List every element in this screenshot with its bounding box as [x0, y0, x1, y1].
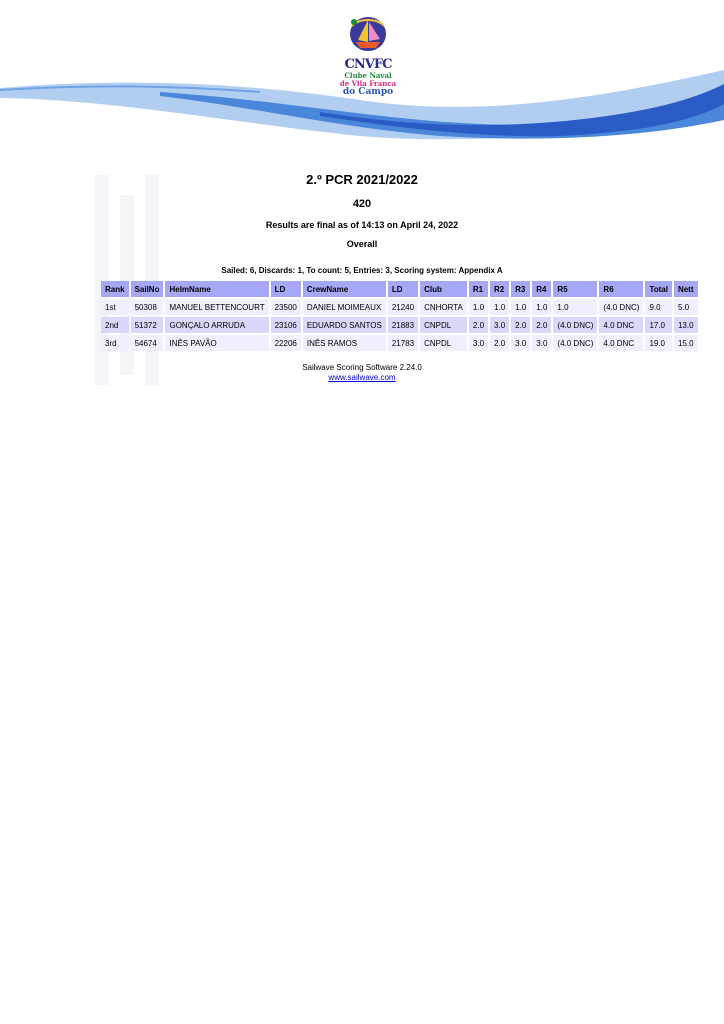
event-title-block [0, 170, 724, 251]
cell-rank: 3rd [101, 335, 129, 351]
col-r2: R2 [490, 281, 509, 297]
col-crew-ld: LD [388, 281, 418, 297]
cell-r6: 4.0 DNC [599, 335, 643, 351]
cell-r3: 2.0 [511, 317, 530, 333]
logo-subtitle [335, 72, 401, 96]
cell-total: 9.0 [645, 299, 672, 315]
cell-helm-ld: 23500 [271, 299, 301, 315]
cell-crew-ld: 21783 [388, 335, 418, 351]
cell-club: CNPDL [420, 317, 467, 333]
cell-r5: (4.0 DNC) [553, 335, 597, 351]
cell-rank: 1st [101, 299, 129, 315]
col-sailno: SailNo [131, 281, 164, 297]
col-nett: Nett [674, 281, 698, 297]
cell-r4: 1.0 [532, 299, 551, 315]
race-summary: Sailed: 6, Discards: 1, To count: 5, Entries: 3, Scoring system: Appendix A [221, 266, 503, 275]
logo-line-1: Clube Naval [344, 71, 392, 80]
class-name: 420 [352, 198, 372, 210]
cell-nett: 15.0 [674, 335, 698, 351]
col-r1: R1 [469, 281, 488, 297]
scoring-value: Appendix A [458, 266, 503, 275]
col-helm-ld: LD [271, 281, 301, 297]
col-rank: Rank [101, 281, 129, 297]
logo-line-2: de Vila Franca [339, 79, 397, 88]
table-row [101, 317, 698, 333]
cell-crew-ld: 21883 [388, 317, 418, 333]
series-name: Overall [346, 239, 378, 249]
cell-r6: 4.0 DNC [599, 317, 643, 333]
cell-r3: 1.0 [511, 299, 530, 315]
table-row [101, 299, 698, 315]
cell-r2: 2.0 [490, 335, 509, 351]
cell-nett: 5.0 [674, 299, 698, 315]
discards-value: 1 [297, 266, 302, 275]
cell-helmname: MANUEL BETTENCOURT [165, 299, 268, 315]
col-r3: R3 [511, 281, 530, 297]
cell-r4: 2.0 [532, 317, 551, 333]
cell-helm-ld: 23106 [271, 317, 301, 333]
cell-helmname: GONÇALO ARRUDA [165, 317, 268, 333]
col-r5: R5 [553, 281, 597, 297]
discards-label: Discards: [258, 266, 296, 275]
tocount-label: To count: [306, 266, 343, 275]
cell-rank: 2nd [101, 317, 129, 333]
cell-crewname: INÊS RAMOS [303, 335, 386, 351]
scoring-label: Scoring system: [394, 266, 457, 275]
cell-r6: (4.0 DNC) [599, 299, 643, 315]
col-crewname: CrewName [303, 281, 386, 297]
cell-r5: (4.0 DNC) [553, 317, 597, 333]
col-total: Total [645, 281, 672, 297]
cell-crewname: DANIEL MOIMEAUX [303, 299, 386, 315]
cell-sailno: 51372 [131, 317, 164, 333]
entries-value: 3 [385, 266, 390, 275]
cell-sailno: 54674 [131, 335, 164, 351]
cell-r1: 3.0 [469, 335, 488, 351]
cell-r3: 3.0 [511, 335, 530, 351]
cell-helm-ld: 22206 [271, 335, 301, 351]
table-row [101, 335, 698, 351]
logo-wordmark: CNVFC [344, 57, 392, 72]
event-title: 2.º PCR 2021/2022 [306, 172, 418, 187]
tocount-value: 5 [344, 266, 349, 275]
cell-r2: 1.0 [490, 299, 509, 315]
results-status: Results are final as of 14:13 on April 24, 2022 [265, 220, 459, 230]
cell-total: 17.0 [645, 317, 672, 333]
results-table [99, 279, 700, 353]
cell-nett: 13.0 [674, 317, 698, 333]
cell-helmname: INÊS PAVÃO [165, 335, 268, 351]
col-r6: R6 [599, 281, 643, 297]
cell-sailno: 50308 [131, 299, 164, 315]
table-header-row [101, 281, 698, 297]
cell-total: 19.0 [645, 335, 672, 351]
cell-crewname: EDUARDO SANTOS [303, 317, 386, 333]
footer [0, 363, 724, 383]
sailed-value: 6 [249, 266, 255, 275]
sailed-label: Sailed: [221, 266, 248, 275]
col-r4: R4 [532, 281, 551, 297]
logo-line-3: do Campo [342, 87, 394, 97]
sailwave-link[interactable]: www.sailwave.com [328, 373, 396, 382]
cell-club: CNPDL [420, 335, 467, 351]
cell-club: CNHORTA [420, 299, 467, 315]
cell-r2: 3.0 [490, 317, 509, 333]
cell-r1: 1.0 [469, 299, 488, 315]
cell-r4: 3.0 [532, 335, 551, 351]
entries-label: Entries: [353, 266, 384, 275]
cell-r1: 2.0 [469, 317, 488, 333]
cell-crew-ld: 21240 [388, 299, 418, 315]
cell-r5: 1.0 [553, 299, 597, 315]
col-club: Club [420, 281, 467, 297]
col-helmname: HelmName [165, 281, 268, 297]
software-credit: Sailwave Scoring Software 2.24.0 [302, 363, 422, 372]
